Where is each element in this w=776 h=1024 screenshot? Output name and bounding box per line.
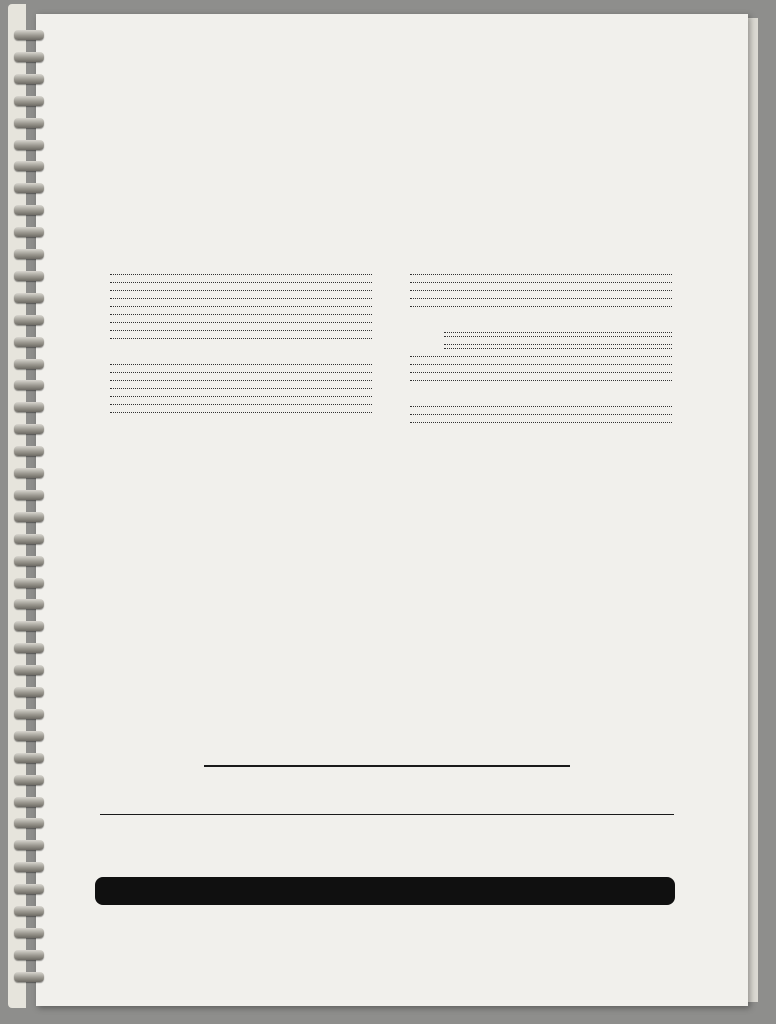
dot-leader [110,404,372,405]
spiral-coil [14,359,44,369]
spiral-coil [14,52,44,62]
spiral-coil [14,862,44,872]
dot-leader [110,412,372,413]
dot-leader [444,348,672,349]
spiral-coil [14,293,44,303]
caricature-item [406,336,676,340]
spiral-coil [14,424,44,434]
toc-entry-row [406,274,676,278]
spiral-coil [14,249,44,259]
dot-leader [444,332,672,333]
spiral-coil [14,621,44,631]
section-gap [106,346,376,362]
spiral-coil [14,512,44,522]
dot-leader [110,298,372,299]
dot-leader [410,380,672,381]
toc-entry-row [106,364,376,368]
divider-top-season [204,765,570,767]
spiral-coil [14,775,44,785]
spiral-coil [14,687,44,697]
dot-leader [410,274,672,275]
toc-entry [106,364,376,368]
toc-entry [106,322,376,326]
toc-entry-row [106,380,376,384]
spiral-coil [14,797,44,807]
published-line [36,913,748,924]
toc-entry [106,314,376,318]
toc-entry [106,290,376,294]
toc-entry-row [406,406,676,410]
spiral-coil [14,599,44,609]
toc-entry-row [106,372,376,376]
toc-entry-row [406,298,676,302]
dot-leader [110,314,372,315]
spiral-coil [14,950,44,960]
dot-leader [110,290,372,291]
dot-leader [410,298,672,299]
toc-entry-row [406,290,676,294]
spiral-coil [14,884,44,894]
toc-entry-row [406,364,676,368]
dot-leader [110,396,372,397]
toc-entry [406,406,676,410]
toc-entry [106,396,376,400]
dot-leader [444,336,672,337]
dot-leader [410,282,672,283]
toc-entry [406,282,676,286]
spiral-coil [14,315,44,325]
toc-entry [106,338,376,342]
spiral-coil [14,534,44,544]
spiral-coil [14,709,44,719]
toc-entry [406,274,676,278]
toc-entry-row [106,314,376,318]
dot-leader [410,406,672,407]
dot-leader [410,306,672,307]
right-column [406,272,676,430]
magazine-page [36,14,748,1006]
toc-entry [406,364,676,368]
dot-leader [110,364,372,365]
page-stack-edge [748,18,758,1002]
toc-entry-row [106,404,376,408]
proprietors-bar [95,877,675,905]
toc-entry-row [106,290,376,294]
dot-leader [110,388,372,389]
toc-entry-row [106,298,376,302]
toc-entry [406,344,676,352]
divider-season-bottom [100,814,674,815]
spiral-coil [14,490,44,500]
dot-leader [110,322,372,323]
toc-entry-row [106,322,376,326]
left-column [106,272,376,420]
toc-entry [106,274,376,278]
spiral-coil [14,731,44,741]
section-gap [406,314,676,330]
toc-entry-row [106,306,376,310]
dot-leader [110,338,372,339]
toc-entry-row [406,372,676,376]
spiral-coil [14,74,44,84]
dot-leader [410,290,672,291]
spiral-coil [14,205,44,215]
spiral-coil [14,665,44,675]
spiral-coil [14,140,44,150]
dot-leader [110,282,372,283]
spiral-coil [14,753,44,763]
spiral-coil [14,468,44,478]
toc-entry-row [406,306,676,310]
dot-leader [410,364,672,365]
toc-entry-row [406,380,676,384]
section-gap [406,388,676,404]
toc-entry [106,412,376,416]
spiral-coil [14,380,44,390]
dot-leader [444,344,672,345]
spiral-binding [14,30,48,990]
dot-leader [110,330,372,331]
toc-entry [106,380,376,384]
caricature-item [406,348,676,352]
spiral-coil [14,643,44,653]
spiral-coil [14,840,44,850]
dot-leader [110,372,372,373]
toc-entry-row [106,388,376,392]
spiral-coil [14,96,44,106]
toc-entry-row [406,356,676,360]
toc-entry-row [406,414,676,418]
toc-entry [406,306,676,310]
toc-entry [106,330,376,334]
dot-leader [410,414,672,415]
toc-entry-row [106,338,376,342]
toc-entry [406,290,676,294]
spiral-coil [14,337,44,347]
spiral-coil [14,30,44,40]
toc-entry [406,380,676,384]
toc-entry [106,282,376,286]
toc-entry-row [106,274,376,278]
spiral-coil [14,928,44,938]
printers-imprint [36,913,748,924]
spiral-coil [14,556,44,566]
dot-leader [410,356,672,357]
spiral-coil [14,402,44,412]
spiral-coil [14,972,44,982]
spiral-coil [14,578,44,588]
dot-leader [110,274,372,275]
dot-leader [410,422,672,423]
toc-entry [106,372,376,376]
toc-entry [406,372,676,376]
spiral-coil [14,271,44,281]
toc-entry [106,306,376,310]
dot-leader [110,306,372,307]
toc-entry-row [406,282,676,286]
spiral-coil [14,446,44,456]
toc-entry [106,388,376,392]
toc-entry-row [406,422,676,426]
toc-entry [106,298,376,302]
spiral-coil [14,906,44,916]
spiral-coil [14,118,44,128]
toc-entry-row [106,282,376,286]
dot-leader [410,372,672,373]
spiral-coil [14,161,44,171]
dot-leader [110,380,372,381]
toc-entry-row [106,412,376,416]
toc-entry [406,332,676,340]
toc-entry [406,414,676,418]
toc-entry [106,404,376,408]
spiral-coil [14,227,44,237]
toc-entry [406,422,676,426]
spiral-coil [14,183,44,193]
toc-entry [406,356,676,360]
spiral-coil [14,818,44,828]
toc-entry-row [106,330,376,334]
toc-entry-row [106,396,376,400]
toc-entry [406,298,676,302]
